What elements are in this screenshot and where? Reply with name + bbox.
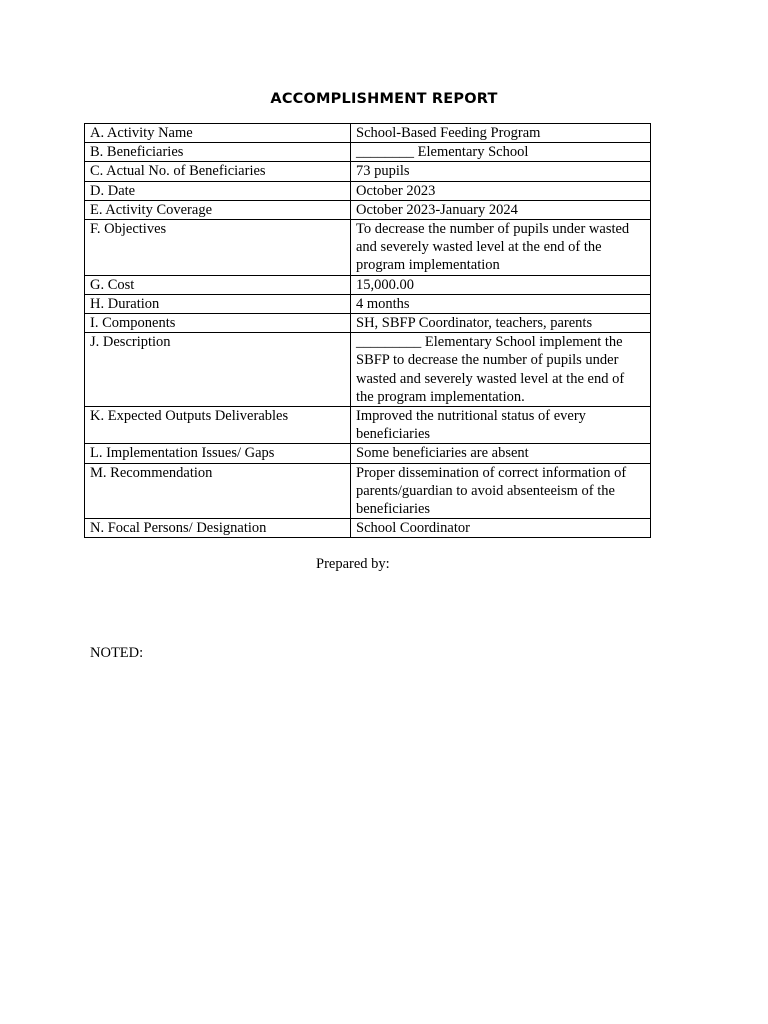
table-row [85,143,651,162]
row-value: Some beneficiaries are absent [351,444,651,463]
row-label: D. Date [85,181,351,200]
row-label: H. Duration [85,294,351,313]
row-label: F. Objectives [85,220,351,276]
table-row [85,463,651,519]
row-label: L. Implementation Issues/ Gaps [85,444,351,463]
row-value: School-Based Feeding Program [351,124,651,143]
table-row [85,444,651,463]
row-value: To decrease the number of pupils under wasted and severely wasted level at the end of the program implementation [351,220,651,276]
table-row [85,220,651,276]
row-label: M. Recommendation [85,463,351,519]
row-label: I. Components [85,314,351,333]
row-value: School Coordinator [351,519,651,538]
noted-label: NOTED: [90,645,144,661]
row-value: _________ Elementary School implement the SBFP to decrease the number of pupils under wasted and severely wasted level at the end of the program implementation. [351,333,651,407]
table-row [85,200,651,219]
row-label: A. Activity Name [85,124,351,143]
row-label: G. Cost [85,275,351,294]
row-value: SH, SBFP Coordinator, teachers, parents [351,314,651,333]
row-value: Improved the nutritional status of every beneficiaries [351,407,651,444]
row-label: J. Description [85,333,351,407]
report-title: ACCOMPLISHMENT REPORT [270,91,498,107]
row-value: October 2023-January 2024 [351,200,651,219]
table-row [85,162,651,181]
table-row [85,294,651,313]
row-label: B. Beneficiaries [85,143,351,162]
row-value: Proper dissemination of correct information of parents/guardian to avoid absenteeism of the beneficiaries [351,463,651,519]
table-row [85,519,651,538]
table-row [85,124,651,143]
table-row [85,333,651,407]
row-value: 73 pupils [351,162,651,181]
report-table [84,123,651,538]
table-row [85,275,651,294]
row-label: E. Activity Coverage [85,200,351,219]
row-label: K. Expected Outputs Deliverables [85,407,351,444]
row-value: 4 months [351,294,651,313]
prepared-by-label: Prepared by: [316,556,390,572]
table-row [85,181,651,200]
row-label: C. Actual No. of Beneficiaries [85,162,351,181]
table-row [85,407,651,444]
row-value: 15,000.00 [351,275,651,294]
row-value: ________ Elementary School [351,143,651,162]
row-label: N. Focal Persons/ Designation [85,519,351,538]
table-row [85,314,651,333]
row-value: October 2023 [351,181,651,200]
